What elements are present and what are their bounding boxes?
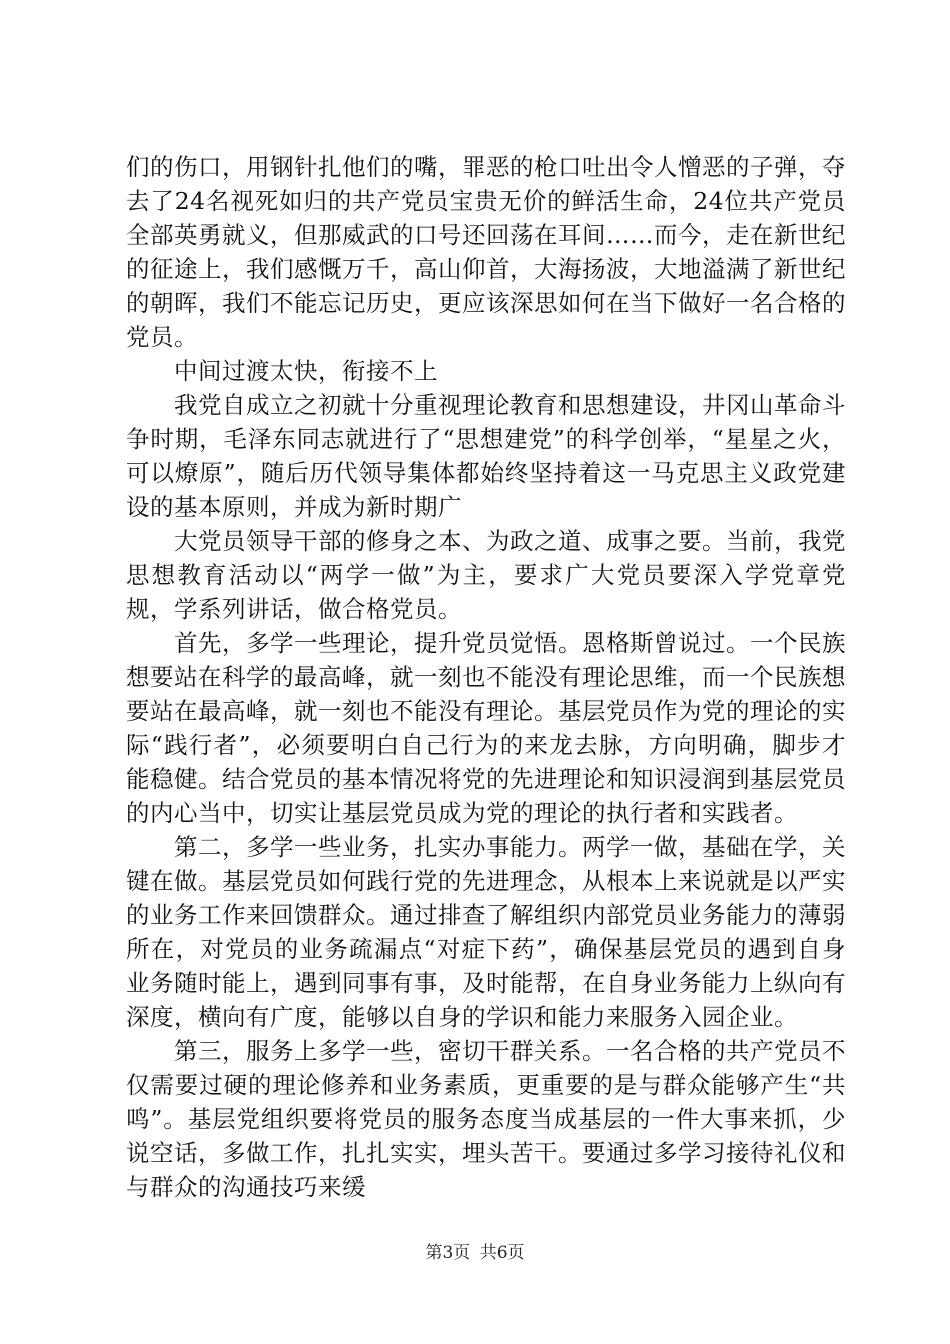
paragraph-5: 首先，多学一些理论，提升党员觉悟。恩格斯曾说过。一个民族想要站在科学的最高峰，就一刻也不能没有理论思维，而一个民族想要站在最高峰，就一刻也不能没有理论。基层党员作为党的理论的实际“践行者”，必须要明白自己行为的来龙去脉，方向明确，脚步才能稳健。结合党员的基本情况将党的先进理论和知识浸润到基层党员的内心当中，切实让基层党员成为党的理论的执行者和实践者。 xyxy=(126,629,846,827)
paragraph-2-editor-note: 中间过渡太快，衔接不上 xyxy=(174,357,438,385)
paragraph-4: 大党员领导干部的修身之本、为政之道、成事之要。当前，我党思想教育活动以“两学一做”为主，要求广大党员要深入学党章党规，学系列讲话，做合格党员。 xyxy=(126,527,846,623)
paragraph-7: 第三，服务上多学一些，密切干群关系。一名合格的共产党员不仅需要过硬的理论修养和业务素质，更重要的是与群众能够产生“共鸣”。基层党组织要将党员的服务态度当成基层的一件大事来抓，少说空话，多做工作，扎扎实实，埋头苦干。要通过多学习接待礼仪和与群众的沟通技巧来缓 xyxy=(126,1037,846,1201)
document-body xyxy=(126,150,846,1204)
paragraph-3: 我党自成立之初就十分重视理论教育和思想建设，井冈山革命斗争时期，毛泽东同志就进行了“思想建党”的科学创举，“星星之火，可以燎原”，随后历代领导集体都始终坚持着这一马克思主义政党建设的基本原则，并成为新时期广 xyxy=(126,391,846,521)
paragraph-6: 第二，多学一些业务，扎实办事能力。两学一做，基础在学，关键在做。基层党员如何践行党的先进理念，从根本上来说就是以严实的业务工作来回馈群众。通过排查了解组织内部党员业务能力的薄弱所在，对党员的业务疏漏点“对症下药”，确保基层党员的遇到自身业务随时能上，遇到同事有事，及时能帮，在自身业务能力上纵向有深度，横向有广度，能够以自身的学识和能力来服务入园企业。 xyxy=(126,833,846,1031)
page-footer xyxy=(0,1238,950,1263)
page-total: 共6页 xyxy=(479,1243,525,1263)
page-number: 第3页 xyxy=(425,1243,471,1263)
paragraph-1: 们的伤口，用钢针扎他们的嘴，罪恶的枪口吐出令人憎恶的子弹，夺去了24名视死如归的共产党员宝贵无价的鲜活生命，24位共产党员全部英勇就义，但那威武的口号还回荡在耳间……而今，走在新世纪的征途上，我们感慨万千，高山仰首，大海扬波，大地溢满了新世纪的朝晖，我们不能忘记历史，更应该深思如何在当下做好一名合格的党员。 xyxy=(126,153,846,351)
